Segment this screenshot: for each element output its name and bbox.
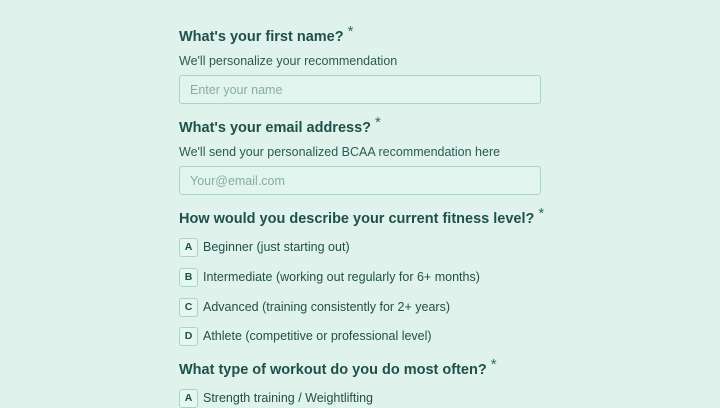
question-text: What type of workout do you do most often? <box>179 362 487 378</box>
question-text: How would you describe your current fitness level? <box>179 211 535 227</box>
email-input[interactable] <box>179 166 541 195</box>
first-name-input[interactable] <box>179 75 541 104</box>
fitness-option-athlete[interactable] <box>179 326 432 346</box>
question-first-name-hint: We'll personalize your recommendation <box>179 54 398 68</box>
option-label: Strength training / Weightlifting <box>203 391 374 405</box>
option-key: A <box>179 238 198 257</box>
required-asterisk: * <box>375 114 381 131</box>
option-label: Intermediate (working out regularly for 6+ months) <box>203 270 480 284</box>
option-key: C <box>179 298 198 317</box>
question-email-title <box>179 114 381 137</box>
option-label: Advanced (training consistently for 2+ years) <box>203 300 450 314</box>
fitness-option-advanced[interactable] <box>179 297 450 317</box>
fitness-option-beginner[interactable] <box>179 237 350 257</box>
option-label: Athlete (competitive or professional level) <box>203 329 432 343</box>
required-asterisk: * <box>490 356 497 373</box>
fitness-option-intermediate[interactable] <box>179 267 480 287</box>
required-asterisk: * <box>347 23 354 40</box>
required-asterisk: * <box>538 205 545 222</box>
question-text: What's your first name? <box>179 29 344 45</box>
workout-option-strength[interactable] <box>179 388 373 408</box>
question-workout-type-title <box>179 356 497 379</box>
option-key: D <box>179 327 198 346</box>
question-fitness-level-title <box>179 205 545 228</box>
option-key: B <box>179 268 198 287</box>
question-email-hint: We'll send your personalized BCAA recommendation here <box>179 145 501 159</box>
option-key: A <box>179 389 198 408</box>
option-label: Beginner (just starting out) <box>203 240 350 254</box>
question-first-name-title <box>179 23 354 46</box>
question-text: What's your email address? <box>179 120 372 136</box>
